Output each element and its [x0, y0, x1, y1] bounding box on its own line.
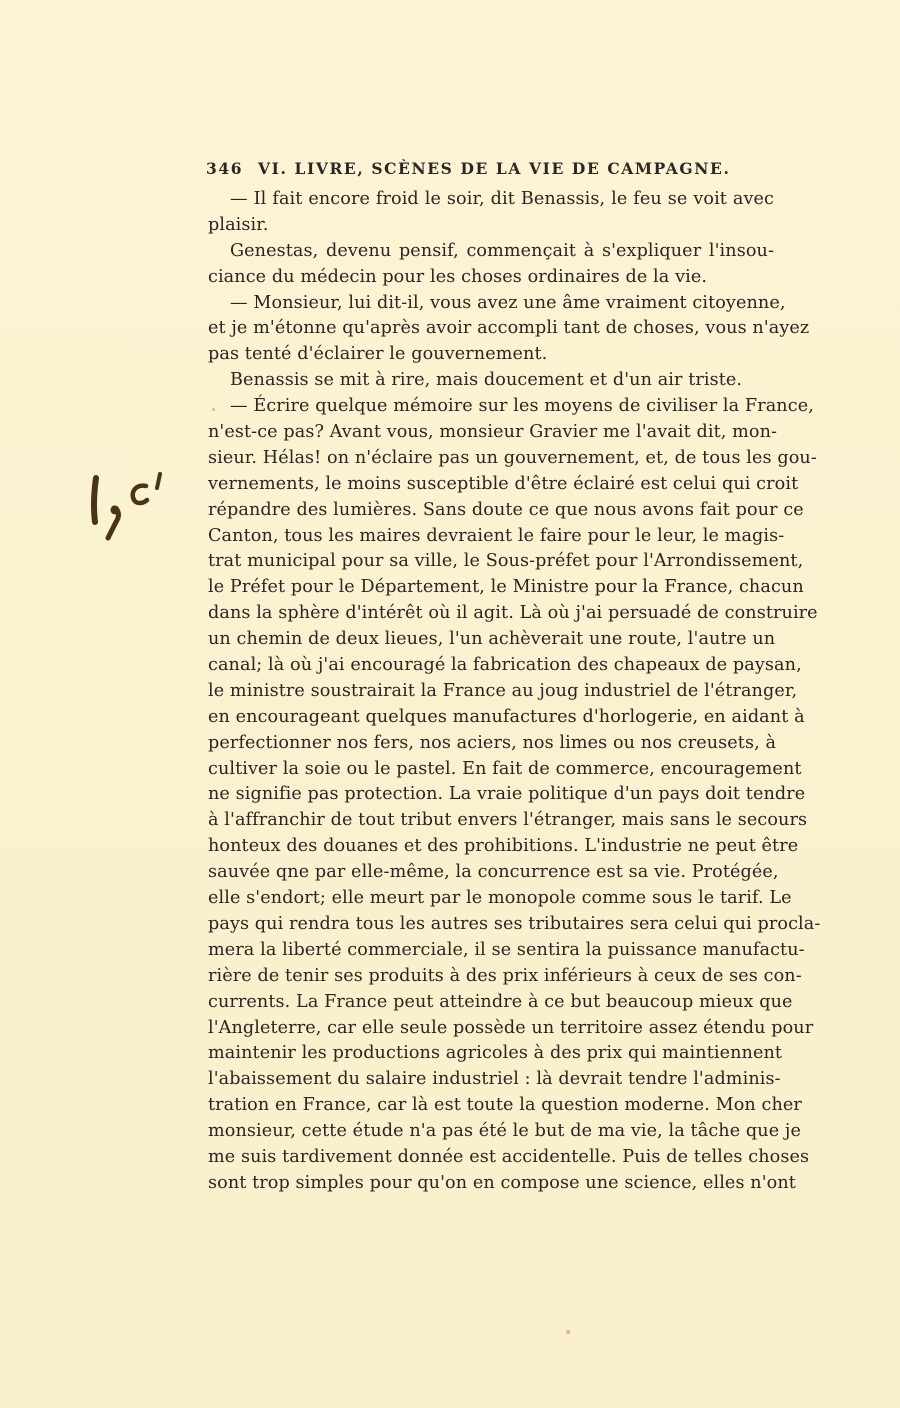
text-line: canal; là où j'ai encouragé la fabrication des chapeaux de paysan, [208, 655, 802, 676]
text-line: currents. La France peut atteindre à ce but beaucoup mieux que [208, 991, 793, 1012]
text-line: — Il fait encore froid le soir, dit Benassis, le feu se voit avec [230, 189, 774, 209]
text-line: répandre des lumières. Sans doute ce que nous avons fait pour ce [208, 499, 804, 520]
text-line: un chemin de deux lieues, l'un achèverait une route, l'autre un [208, 629, 776, 650]
text-line: vernements, le moins susceptible d'être éclairé est celui qui croit [208, 473, 799, 494]
text-line: ciance du médecin pour les choses ordinaires de la vie. [208, 266, 708, 287]
text-line: trat municipal pour sa ville, le Sous-préfet pour l'Arrondissement, [208, 551, 804, 572]
text-line: et je m'étonne qu'après avoir accompli tant de choses, vous n'ayez [208, 318, 810, 339]
text-line: Canton, tous les maires devraient le faire pour le leur, le magis- [208, 525, 785, 546]
text-line: plaisir. [208, 214, 269, 235]
text-line: le Préfet pour le Département, le Ministre pour la France, chacun [208, 577, 804, 598]
text-line: en encourageant quelques manufactures d'horlogerie, en aidant à [208, 706, 805, 727]
paper-speck [566, 1330, 570, 1334]
text-line: dans la sphère d'intérêt où il agit. Là où j'ai persuadé de construire [208, 603, 818, 624]
text-line: n'est-ce pas? Avant vous, monsieur Gravier me l'avait dit, mon- [208, 422, 778, 443]
handwritten-margin-note [84, 470, 174, 550]
text-line: cultiver la soie ou le pastel. En fait de commerce, encouragement [208, 758, 802, 779]
running-head [206, 159, 776, 185]
text-line: pays qui rendra tous les autres ses tributaires sera celui qui procla- [208, 913, 821, 934]
text-line: monsieur, cette étude n'a pas été le but de ma vie, la tâche que je [208, 1121, 801, 1142]
text-line: Benassis se mit à rire, mais doucement et d'un air triste. [230, 370, 743, 391]
text-line: sont trop simples pour qu'on en compose une science, elles n'ont [208, 1172, 796, 1193]
text-line: me suis tardivement donnée est accidentelle. Puis de telles choses [208, 1146, 810, 1167]
text-line: honteux des douanes et des prohibitions. L'industrie ne peut être [208, 836, 799, 857]
text-line: elle s'endort; elle meurt par le monopole comme sous le tarif. Le [208, 888, 792, 909]
text-line: l'Angleterre, car elle seule possède un territoire assez étendu pour [208, 1017, 814, 1038]
text-line: maintenir les productions agricoles à des prix qui maintiennent [208, 1043, 783, 1064]
text-line: sieur. Hélas! on n'éclaire pas un gouvernement, et, de tous les gou- [208, 447, 817, 468]
paper-speck [212, 408, 215, 411]
text-line: le ministre soustrairait la France au joug industriel de l'étranger, [208, 680, 798, 701]
text-line: — Monsieur, lui dit-il, vous avez une âme vraiment citoyenne, [230, 292, 786, 313]
page-number: 346 [206, 159, 244, 178]
running-title: VI. LIVRE, SCÈNES DE LA VIE DE CAMPAGNE. [258, 159, 731, 178]
text-line: — Écrire quelque mémoire sur les moyens de civiliser la France, [230, 396, 814, 417]
text-line: mera la liberté commerciale, il se sentira la puissance manufactu- [208, 939, 805, 960]
text-line: rière de tenir ses produits à des prix inférieurs à ceux de ses con- [208, 965, 802, 986]
body-text [208, 187, 821, 1197]
text-line: l'abaissement du salaire industriel : là devrait tendre l'adminis- [208, 1069, 781, 1090]
text-line: Genestas, devenu pensif, commençait à s'expliquer l'insou- [230, 240, 774, 261]
text-line: pas tenté d'éclairer le gouvernement. [208, 344, 548, 365]
text-line: tration en France, car là est toute la question moderne. Mon cher [208, 1095, 802, 1116]
text-line: ne signifie pas protection. La vraie politique d'un pays doit tendre [208, 784, 806, 805]
text-line: à l'affranchir de tout tribut envers l'étranger, mais sans le secours [208, 810, 808, 831]
text-line: sauvée qne par elle-même, la concurrence est sa vie. Protégée, [208, 862, 779, 883]
text-line: perfectionner nos fers, nos aciers, nos limes ou nos creusets, à [208, 732, 777, 753]
